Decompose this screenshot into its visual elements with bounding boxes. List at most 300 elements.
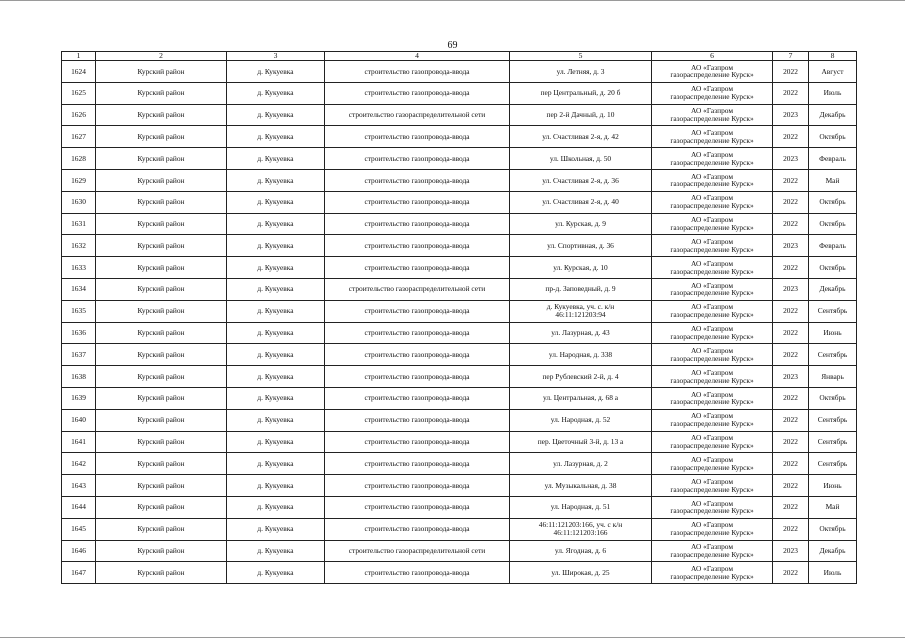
work-type-cell: строительство газопровода-ввода bbox=[325, 562, 510, 584]
address-cell-line: пер Центральный, д. 20 б bbox=[540, 88, 621, 98]
work-type-cell: строительство газопровода-ввода bbox=[325, 518, 510, 540]
settlement-cell: д. Кукуевка bbox=[227, 540, 325, 562]
year-cell: 2023 bbox=[773, 366, 809, 388]
district-cell: Курский район bbox=[96, 431, 227, 453]
settlement-cell: д. Кукуевка bbox=[227, 475, 325, 497]
organization-cell-line: газораспределение Курск» bbox=[670, 397, 754, 407]
month-cell: Октябрь bbox=[809, 213, 857, 235]
row-number-cell: 1630 bbox=[62, 191, 96, 213]
organization-cell bbox=[652, 562, 773, 584]
organization-cell-line: газораспределение Курск» bbox=[670, 506, 754, 516]
month-cell: Декабрь bbox=[809, 104, 857, 126]
organization-cell-line: АО «Газпром bbox=[690, 84, 734, 94]
settlement-cell: д. Кукуевка bbox=[227, 387, 325, 409]
address-cell-line: ул. Центральная, д. 68 а bbox=[542, 393, 619, 403]
settlement-cell: д. Кукуевка bbox=[227, 518, 325, 540]
address-cell bbox=[510, 257, 652, 279]
organization-cell-line: АО «Газпром bbox=[690, 563, 734, 573]
organization-cell bbox=[652, 387, 773, 409]
work-type-cell: строительство газопровода-ввода bbox=[325, 61, 510, 83]
settlement-cell: д. Кукуевка bbox=[227, 169, 325, 191]
address-cell bbox=[510, 562, 652, 584]
organization-cell-line: газораспределение Курск» bbox=[670, 157, 754, 167]
settlement-cell: д. Кукуевка bbox=[227, 431, 325, 453]
row-number-cell: 1643 bbox=[62, 475, 96, 497]
organization-cell bbox=[652, 540, 773, 562]
row-number-cell: 1644 bbox=[62, 496, 96, 518]
table-row bbox=[62, 431, 857, 453]
table-row bbox=[62, 366, 857, 388]
organization-cell bbox=[652, 191, 773, 213]
month-cell: Сентябрь bbox=[809, 300, 857, 322]
row-number-cell: 1638 bbox=[62, 366, 96, 388]
settlement-cell: д. Кукуевка bbox=[227, 126, 325, 148]
district-cell: Курский район bbox=[96, 278, 227, 300]
district-cell: Курский район bbox=[96, 82, 227, 104]
row-number-cell: 1646 bbox=[62, 540, 96, 562]
organization-cell-line: газораспределение Курск» bbox=[670, 222, 754, 232]
year-cell: 2022 bbox=[773, 169, 809, 191]
settlement-cell: д. Кукуевка bbox=[227, 366, 325, 388]
work-type-cell: строительство газопровода-ввода bbox=[325, 257, 510, 279]
work-type-cell: строительство газораспределительной сети bbox=[325, 278, 510, 300]
settlement-cell: д. Кукуевка bbox=[227, 191, 325, 213]
month-cell: Октябрь bbox=[809, 126, 857, 148]
address-cell bbox=[510, 148, 652, 170]
settlement-cell: д. Кукуевка bbox=[227, 409, 325, 431]
district-cell: Курский район bbox=[96, 344, 227, 366]
organization-cell-line: газораспределение Курск» bbox=[670, 571, 754, 581]
organization-cell-line: АО «Газпром bbox=[690, 237, 734, 246]
table-row bbox=[62, 148, 857, 170]
address-cell bbox=[510, 409, 652, 431]
organization-cell bbox=[652, 213, 773, 235]
organization-cell bbox=[652, 126, 773, 148]
organization-cell-line: газораспределение Курск» bbox=[670, 135, 754, 145]
work-type-cell: строительство газопровода-ввода bbox=[325, 387, 510, 409]
organization-cell-line: АО «Газпром bbox=[690, 411, 734, 421]
organization-cell-line: газораспределение Курск» bbox=[670, 353, 754, 363]
address-cell-line: ул. Ягодная, д. 6 bbox=[554, 546, 607, 556]
address-cell bbox=[510, 126, 652, 148]
year-cell: 2022 bbox=[773, 126, 809, 148]
work-type-cell: строительство газопровода-ввода bbox=[325, 148, 510, 170]
organization-cell-line: газораспределение Курск» bbox=[670, 310, 754, 320]
column-header: 3 bbox=[227, 52, 325, 61]
organization-cell-line: газораспределение Курск» bbox=[670, 288, 754, 298]
column-header: 2 bbox=[96, 52, 227, 61]
address-cell-line: пер Рублевский 2-й, д. 4 bbox=[542, 371, 619, 381]
organization-cell-line: АО «Газпром bbox=[690, 302, 734, 312]
district-cell: Курский район bbox=[96, 126, 227, 148]
settlement-cell: д. Кукуевка bbox=[227, 496, 325, 518]
organization-cell-line: АО «Газпром bbox=[690, 498, 734, 508]
address-cell bbox=[510, 104, 652, 126]
row-number-cell: 1627 bbox=[62, 126, 96, 148]
address-cell bbox=[510, 518, 652, 540]
organization-cell-line: газораспределение Курск» bbox=[670, 244, 754, 254]
table-row bbox=[62, 257, 857, 279]
address-cell-line: пр-д. Заповедный, д. 9 bbox=[545, 284, 616, 294]
organization-cell-line: газораспределение Курск» bbox=[670, 484, 754, 494]
address-cell-line: ул. Лазурная, д. 43 bbox=[551, 328, 610, 338]
organization-cell-line: газораспределение Курск» bbox=[670, 179, 754, 189]
settlement-cell: д. Кукуевка bbox=[227, 278, 325, 300]
table-row bbox=[62, 61, 857, 83]
month-cell: Февраль bbox=[809, 235, 857, 257]
district-cell: Курский район bbox=[96, 235, 227, 257]
district-cell: Курский район bbox=[96, 148, 227, 170]
address-cell bbox=[510, 191, 652, 213]
month-cell: Сентябрь bbox=[809, 409, 857, 431]
organization-cell-line: газораспределение Курск» bbox=[670, 331, 754, 341]
organization-cell-line: АО «Газпром bbox=[690, 454, 734, 464]
address-cell-line: ул. Музыкальная, д. 38 bbox=[544, 480, 617, 490]
settlement-cell: д. Кукуевка bbox=[227, 61, 325, 83]
organization-cell bbox=[652, 453, 773, 475]
work-type-cell: строительство газопровода-ввода bbox=[325, 213, 510, 235]
address-cell-line: ул. Народная, д. 51 bbox=[550, 502, 611, 512]
organization-cell-line: газораспределение Курск» bbox=[670, 549, 754, 559]
district-cell: Курский район bbox=[96, 191, 227, 213]
organization-cell-line: газораспределение Курск» bbox=[670, 528, 754, 538]
table-row bbox=[62, 518, 857, 540]
address-cell-line: ул. Счастливая 2-я, д. 42 bbox=[542, 131, 619, 141]
row-number-cell: 1626 bbox=[62, 104, 96, 126]
page-number: 69 bbox=[447, 40, 458, 51]
address-cell-line: ул. Летняя, д. 3 bbox=[556, 66, 605, 76]
organization-cell bbox=[652, 61, 773, 83]
year-cell: 2023 bbox=[773, 148, 809, 170]
year-cell: 2022 bbox=[773, 562, 809, 584]
table-row bbox=[62, 104, 857, 126]
organization-cell-line: АО «Газпром bbox=[690, 193, 734, 203]
column-header: 1 bbox=[62, 52, 96, 61]
district-cell: Курский район bbox=[96, 300, 227, 322]
organization-cell-line: АО «Газпром bbox=[690, 476, 734, 486]
address-cell-line: пер. Цветочный 3-й, д. 13 а bbox=[537, 437, 624, 447]
table-row bbox=[62, 409, 857, 431]
district-cell: Курский район bbox=[96, 387, 227, 409]
row-number-cell: 1640 bbox=[62, 409, 96, 431]
address-cell-line: ул. Счастливая 2-я, д. 36 bbox=[542, 175, 619, 185]
organization-cell-line: АО «Газпром bbox=[690, 106, 734, 116]
address-cell bbox=[510, 82, 652, 104]
month-cell: Октябрь bbox=[809, 191, 857, 213]
organization-cell-line: АО «Газпром bbox=[690, 324, 734, 334]
row-number-cell: 1631 bbox=[62, 213, 96, 235]
row-number-cell: 1639 bbox=[62, 387, 96, 409]
work-type-cell: строительство газопровода-ввода bbox=[325, 126, 510, 148]
district-cell: Курский район bbox=[96, 453, 227, 475]
district-cell: Курский район bbox=[96, 562, 227, 584]
address-cell bbox=[510, 366, 652, 388]
organization-cell-line: газораспределение Курск» bbox=[670, 462, 754, 472]
organization-cell bbox=[652, 169, 773, 191]
district-cell: Курский район bbox=[96, 61, 227, 83]
month-cell: Сентябрь bbox=[809, 431, 857, 453]
column-number-row bbox=[62, 52, 857, 61]
table-row bbox=[62, 475, 857, 497]
organization-cell-line: газораспределение Курск» bbox=[670, 419, 754, 429]
row-number-cell: 1641 bbox=[62, 431, 96, 453]
organization-cell-line: газораспределение Курск» bbox=[670, 440, 754, 450]
district-cell: Курский район bbox=[96, 409, 227, 431]
address-cell-line: ул. Курская, д. 9 bbox=[555, 219, 606, 229]
table-row bbox=[62, 496, 857, 518]
organization-cell bbox=[652, 518, 773, 540]
work-type-cell: строительство газопровода-ввода bbox=[325, 431, 510, 453]
row-number-cell: 1636 bbox=[62, 322, 96, 344]
table-row bbox=[62, 278, 857, 300]
settlement-cell: д. Кукуевка bbox=[227, 562, 325, 584]
address-cell bbox=[510, 496, 652, 518]
year-cell: 2022 bbox=[773, 518, 809, 540]
district-cell: Курский район bbox=[96, 169, 227, 191]
work-type-cell: строительство газопровода-ввода bbox=[325, 169, 510, 191]
column-header: 5 bbox=[510, 52, 652, 61]
organization-cell-line: АО «Газпром bbox=[690, 520, 734, 530]
district-cell: Курский район bbox=[96, 496, 227, 518]
settlement-cell: д. Кукуевка bbox=[227, 453, 325, 475]
organization-cell-line: АО «Газпром bbox=[690, 62, 734, 72]
address-cell bbox=[510, 61, 652, 83]
address-cell bbox=[510, 322, 652, 344]
settlement-cell: д. Кукуевка bbox=[227, 235, 325, 257]
year-cell: 2023 bbox=[773, 540, 809, 562]
row-number-cell: 1629 bbox=[62, 169, 96, 191]
row-number-cell: 1632 bbox=[62, 235, 96, 257]
row-number-cell: 1647 bbox=[62, 562, 96, 584]
organization-cell-line: АО «Газпром bbox=[690, 542, 734, 552]
organization-cell bbox=[652, 322, 773, 344]
year-cell: 2022 bbox=[773, 475, 809, 497]
row-number-cell: 1624 bbox=[62, 61, 96, 83]
column-header: 8 bbox=[809, 52, 857, 61]
work-type-cell: строительство газопровода-ввода bbox=[325, 409, 510, 431]
organization-cell bbox=[652, 366, 773, 388]
row-number-cell: 1628 bbox=[62, 148, 96, 170]
district-cell: Курский район bbox=[96, 518, 227, 540]
row-number-cell: 1642 bbox=[62, 453, 96, 475]
work-type-cell: строительство газопровода-ввода bbox=[325, 366, 510, 388]
settlement-cell: д. Кукуевка bbox=[227, 82, 325, 104]
month-cell: Июнь bbox=[809, 322, 857, 344]
organization-cell bbox=[652, 475, 773, 497]
table-row bbox=[62, 191, 857, 213]
settlement-cell: д. Кукуевка bbox=[227, 148, 325, 170]
month-cell: Июль bbox=[809, 562, 857, 584]
year-cell: 2022 bbox=[773, 82, 809, 104]
work-type-cell: строительство газопровода-ввода bbox=[325, 453, 510, 475]
table-row bbox=[62, 387, 857, 409]
work-type-cell: строительство газопровода-ввода bbox=[325, 191, 510, 213]
address-cell-line: 46:11:121203:166, уч. с к/н bbox=[538, 520, 623, 530]
month-cell: Май bbox=[809, 169, 857, 191]
organization-cell bbox=[652, 409, 773, 431]
address-cell bbox=[510, 453, 652, 475]
month-cell: Май bbox=[809, 496, 857, 518]
year-cell: 2022 bbox=[773, 191, 809, 213]
table-row bbox=[62, 540, 857, 562]
district-cell: Курский район bbox=[96, 540, 227, 562]
address-cell-line: ул. Лазурная, д. 2 bbox=[553, 458, 608, 468]
address-cell-line: ул. Школьная, д. 50 bbox=[549, 153, 612, 163]
district-cell: Курский район bbox=[96, 475, 227, 497]
organization-cell-line: газораспределение Курск» bbox=[670, 92, 754, 102]
row-number-cell: 1645 bbox=[62, 518, 96, 540]
table-row bbox=[62, 344, 857, 366]
organization-cell bbox=[652, 82, 773, 104]
settlement-cell: д. Кукуевка bbox=[227, 344, 325, 366]
work-type-cell: строительство газораспределительной сети bbox=[325, 104, 510, 126]
organization-cell bbox=[652, 344, 773, 366]
district-cell: Курский район bbox=[96, 213, 227, 235]
address-cell bbox=[510, 213, 652, 235]
address-cell-line: ул. Курская, д. 10 bbox=[553, 262, 608, 272]
month-cell: Сентябрь bbox=[809, 344, 857, 366]
work-type-cell: строительство газопровода-ввода bbox=[325, 300, 510, 322]
organization-cell-line: АО «Газпром bbox=[690, 280, 734, 290]
column-header: 6 bbox=[652, 52, 773, 61]
table-body bbox=[62, 61, 857, 584]
organization-cell bbox=[652, 431, 773, 453]
row-number-cell: 1634 bbox=[62, 278, 96, 300]
month-cell: Август bbox=[809, 61, 857, 83]
year-cell: 2022 bbox=[773, 387, 809, 409]
organization-cell bbox=[652, 278, 773, 300]
year-cell: 2023 bbox=[773, 235, 809, 257]
month-cell: Январь bbox=[809, 366, 857, 388]
organization-cell bbox=[652, 104, 773, 126]
address-cell-line: д. Кукуевка, уч. с. к/н bbox=[546, 302, 615, 312]
organization-cell-line: АО «Газпром bbox=[690, 149, 734, 159]
work-type-cell: строительство газопровода-ввода bbox=[325, 344, 510, 366]
year-cell: 2022 bbox=[773, 61, 809, 83]
top-scan-edge bbox=[0, 0, 905, 1]
organization-cell-line: АО «Газпром bbox=[690, 345, 734, 355]
organization-cell-line: газораспределение Курск» bbox=[670, 113, 754, 123]
organization-cell-line: газораспределение Курск» bbox=[670, 70, 754, 80]
work-type-cell: строительство газопровода-ввода bbox=[325, 496, 510, 518]
settlement-cell: д. Кукуевка bbox=[227, 257, 325, 279]
organization-cell-line: АО «Газпром bbox=[690, 367, 734, 377]
address-cell bbox=[510, 344, 652, 366]
month-cell: Октябрь bbox=[809, 518, 857, 540]
address-cell-line: 46:11:121203:166 bbox=[553, 528, 608, 538]
district-cell: Курский район bbox=[96, 104, 227, 126]
organization-cell-line: АО «Газпром bbox=[690, 171, 734, 181]
month-cell: Декабрь bbox=[809, 540, 857, 562]
year-cell: 2022 bbox=[773, 496, 809, 518]
address-cell bbox=[510, 387, 652, 409]
organization-cell-line: АО «Газпром bbox=[690, 128, 734, 138]
address-cell-line: пер 2-й Дачный, д. 10 bbox=[546, 110, 615, 120]
address-cell-line: 46:11:121203:94 bbox=[555, 310, 606, 320]
district-cell: Курский район bbox=[96, 366, 227, 388]
table-row bbox=[62, 300, 857, 322]
work-type-cell: строительство газопровода-ввода bbox=[325, 322, 510, 344]
year-cell: 2023 bbox=[773, 104, 809, 126]
organization-cell bbox=[652, 300, 773, 322]
organization-cell-line: АО «Газпром bbox=[690, 433, 734, 443]
address-cell bbox=[510, 235, 652, 257]
table-row bbox=[62, 562, 857, 584]
column-header: 4 bbox=[325, 52, 510, 61]
year-cell: 2022 bbox=[773, 453, 809, 475]
year-cell: 2022 bbox=[773, 322, 809, 344]
table-row bbox=[62, 453, 857, 475]
organization-cell-line: газораспределение Курск» bbox=[670, 375, 754, 385]
year-cell: 2022 bbox=[773, 409, 809, 431]
address-cell-line: ул. Спортивная, д. 36 bbox=[547, 240, 614, 250]
work-type-cell: строительство газопровода-ввода bbox=[325, 475, 510, 497]
address-cell-line: ул. Народная, д. 52 bbox=[550, 415, 611, 425]
organization-cell bbox=[652, 257, 773, 279]
work-type-cell: строительство газопровода-ввода bbox=[325, 235, 510, 257]
district-cell: Курский район bbox=[96, 322, 227, 344]
month-cell: Октябрь bbox=[809, 387, 857, 409]
organization-cell-line: газораспределение Курск» bbox=[670, 266, 754, 276]
organization-cell bbox=[652, 235, 773, 257]
row-number-cell: 1625 bbox=[62, 82, 96, 104]
organization-cell-line: АО «Газпром bbox=[690, 389, 734, 399]
year-cell: 2022 bbox=[773, 257, 809, 279]
address-cell bbox=[510, 300, 652, 322]
district-cell: Курский район bbox=[96, 257, 227, 279]
organization-cell-line: АО «Газпром bbox=[690, 258, 734, 268]
year-cell: 2022 bbox=[773, 300, 809, 322]
address-cell bbox=[510, 540, 652, 562]
organization-cell-line: газораспределение Курск» bbox=[670, 201, 754, 211]
settlement-cell: д. Кукуевка bbox=[227, 104, 325, 126]
bottom-scan-edge bbox=[0, 637, 905, 638]
register-table bbox=[61, 51, 857, 584]
row-number-cell: 1633 bbox=[62, 257, 96, 279]
column-header: 7 bbox=[773, 52, 809, 61]
organization-cell-line: АО «Газпром bbox=[690, 215, 734, 225]
address-cell bbox=[510, 475, 652, 497]
address-cell bbox=[510, 169, 652, 191]
address-cell-line: ул. Счастливая 2-я, д. 40 bbox=[542, 197, 619, 207]
year-cell: 2022 bbox=[773, 213, 809, 235]
address-cell-line: ул. Народная, д. 338 bbox=[548, 349, 613, 359]
table-row bbox=[62, 322, 857, 344]
month-cell: Июнь bbox=[809, 475, 857, 497]
table-row bbox=[62, 126, 857, 148]
year-cell: 2022 bbox=[773, 344, 809, 366]
table-row bbox=[62, 82, 857, 104]
work-type-cell: строительство газораспределительной сети bbox=[325, 540, 510, 562]
organization-cell bbox=[652, 496, 773, 518]
address-cell bbox=[510, 278, 652, 300]
year-cell: 2023 bbox=[773, 278, 809, 300]
year-cell: 2022 bbox=[773, 431, 809, 453]
month-cell: Февраль bbox=[809, 148, 857, 170]
month-cell: Июль bbox=[809, 82, 857, 104]
address-cell bbox=[510, 431, 652, 453]
work-type-cell: строительство газопровода-ввода bbox=[325, 82, 510, 104]
month-cell: Декабрь bbox=[809, 278, 857, 300]
table-row bbox=[62, 235, 857, 257]
month-cell: Сентябрь bbox=[809, 453, 857, 475]
table-row bbox=[62, 169, 857, 191]
row-number-cell: 1635 bbox=[62, 300, 96, 322]
month-cell: Октябрь bbox=[809, 257, 857, 279]
address-cell-line: ул. Широкая, д. 25 bbox=[551, 567, 610, 577]
table-row bbox=[62, 213, 857, 235]
settlement-cell: д. Кукуевка bbox=[227, 300, 325, 322]
